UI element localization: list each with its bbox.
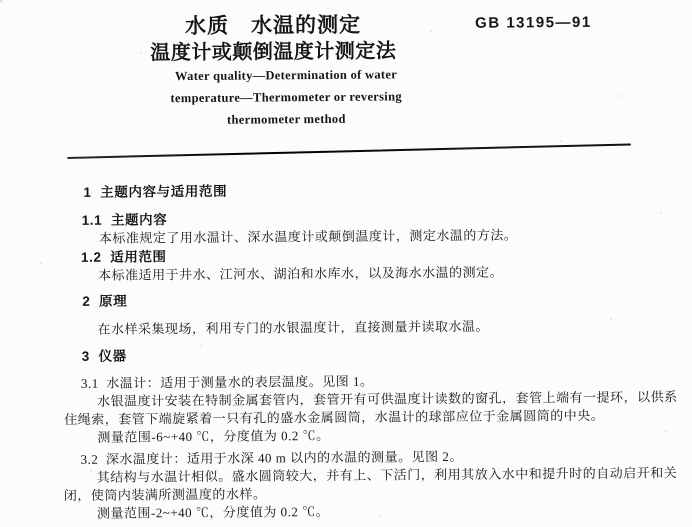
- divider-rule: [67, 143, 631, 159]
- measure-range-line: 测量范围-2~+40 ℃，分度值为 0.2 ℃。: [96, 503, 330, 521]
- section-heading-3: 3 仪器: [81, 348, 127, 364]
- standard-number: GB 13195—91: [475, 13, 592, 32]
- paragraph-line: 本标准规定了用水温计、深水温度计或颠倒温度计，测定水温的方法。: [98, 227, 518, 246]
- paragraph-line: 水银温度计安装在特制金属套管内，套管开有可供温度计读数的窗孔，套管上端有一提环，以供系: [97, 389, 678, 409]
- section-heading-1: 1 主题内容与适用范围: [83, 183, 228, 200]
- doc-title-en-line2: temperature—Thermometer or reversing: [170, 89, 402, 106]
- paragraph-line: 其结构与水温计相似。盛水圆筒较大，并有上、下活门，利用其放入水中和提升时的自动启开和关: [96, 465, 678, 485]
- paragraph-line: 闭，使筒内装满所测温度的水样。: [63, 486, 267, 504]
- doc-title-en-line3: thermometer method: [226, 111, 346, 127]
- paragraph-line: 在水样采集现场，利用专门的水银温度计，直接测量并读取水温。: [97, 318, 490, 337]
- doc-title-en-line1: Water quality—Determination of water: [174, 67, 398, 84]
- section-heading-1-1: 1.1 主题内容: [81, 212, 168, 228]
- clause-3-2-line: 3.2 深水温度计：适用于水深 40 m 以内的水温的测量。见图 2。: [80, 448, 463, 467]
- clause-3-1-line: 3.1 水温计：适用于测量水的表层温度。见图 1。: [80, 373, 374, 391]
- paragraph-line: 住绳索，套管下端旋紧着一只有孔的盛水金属圆筒，水温计的球部应位于金属圆筒的中央。: [64, 407, 605, 428]
- doc-title-cn-line2: 温度计或颠倒温度计测定法: [150, 40, 397, 65]
- section-heading-2: 2 原理: [82, 293, 128, 309]
- section-heading-1-2: 1.2 适用范围: [80, 249, 167, 265]
- measure-range-line: 测量范围-6~+40 ℃，分度值为 0.2 ℃。: [97, 427, 330, 445]
- paragraph-line: 本标准适用于井水、江河水、湖泊和水库水，以及海水水温的测定。: [98, 264, 504, 283]
- doc-title-cn-line1: 水质 水温的测定: [185, 12, 362, 39]
